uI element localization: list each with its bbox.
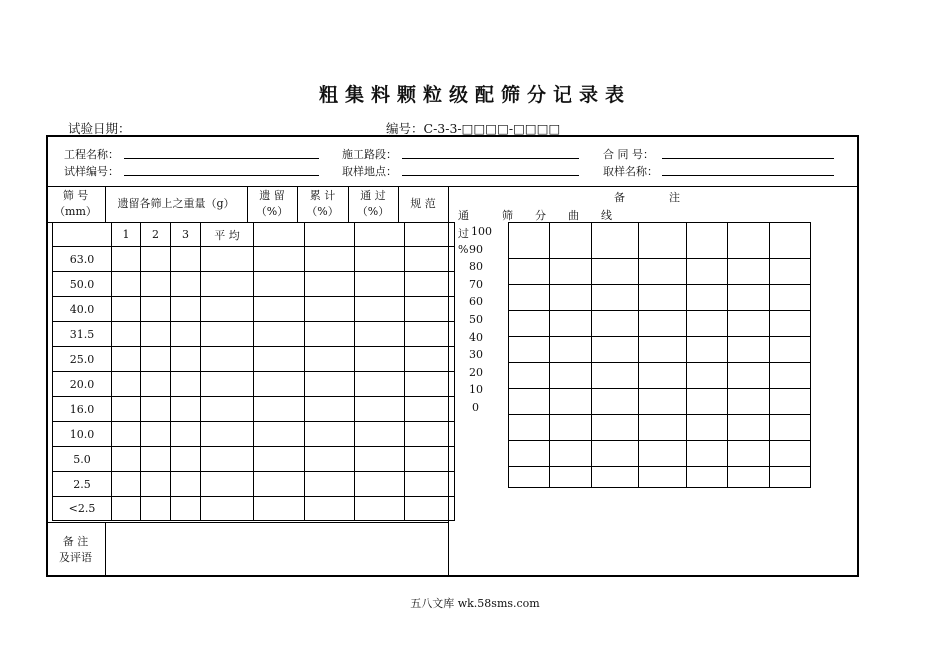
table-row [53,247,455,272]
table-cell [254,223,305,247]
input-cell[interactable] [355,422,405,447]
grid-row [509,415,811,441]
input-cell[interactable] [305,372,355,397]
grid-cell [592,441,639,467]
input-cell[interactable] [201,247,254,272]
table-row [53,297,455,322]
table-row [53,497,455,521]
input-cell[interactable] [254,447,305,472]
input-cell[interactable] [201,372,254,397]
sieve-size-cell: 63.0 [53,247,112,272]
y-tick-label: 40 [469,330,483,344]
remarks-label [46,522,105,577]
passing-pct-header [348,186,398,222]
input-cell[interactable] [355,472,405,497]
grid-cell [687,223,728,259]
grid-cell [550,363,592,389]
input-cell[interactable] [171,272,201,297]
grid-cell [509,467,550,488]
sieve-size-cell: 16.0 [53,397,112,422]
input-cell[interactable] [305,297,355,322]
table-row [53,322,455,347]
input-cell[interactable] [254,297,305,322]
grid-cell [687,467,728,488]
grid-cell [687,415,728,441]
y-tick-label: 70 [469,277,483,291]
table-row [53,422,455,447]
input-cell[interactable] [171,372,201,397]
grid-cell [728,467,770,488]
grid-row [509,337,811,363]
input-cell[interactable] [305,347,355,372]
grid-cell [687,441,728,467]
sieve-size-cell: <2.5 [53,497,112,521]
sieve-size-cell: 50.0 [53,272,112,297]
input-cell[interactable] [305,422,355,447]
input-cell[interactable] [112,447,141,472]
contract-no-field[interactable] [662,158,834,159]
grid-row [509,441,811,467]
grid-cell [509,259,550,285]
test-date-label: 试验日期： [68,121,131,136]
sub-header-cell: 3 [171,223,201,247]
sampling-site-label: 取样地点： [342,165,397,178]
grid-cell [639,311,687,337]
y-tick-label: 0 [472,401,479,414]
input-cell[interactable] [171,322,201,347]
grid-cell [509,441,550,467]
input-cell[interactable] [141,247,171,272]
input-cell[interactable] [141,422,171,447]
grid-cell [770,285,811,311]
input-cell[interactable] [171,297,201,322]
input-cell[interactable] [405,472,455,497]
grid-cell [592,285,639,311]
grid-cell [770,441,811,467]
grid-cell [770,259,811,285]
sub-header-cell: 平 均 [201,223,254,247]
sieve-size-cell: 20.0 [53,372,112,397]
cumulative-pct-header-line1: 累 计 [309,189,336,203]
input-cell[interactable] [201,322,254,347]
input-cell[interactable] [355,297,405,322]
grid-cell [687,285,728,311]
grid-cell [592,363,639,389]
input-cell[interactable] [405,272,455,297]
sample-name-field[interactable] [662,175,834,176]
input-cell[interactable] [355,397,405,422]
grid-cell [550,259,592,285]
input-cell[interactable] [201,497,254,521]
input-cell[interactable] [355,372,405,397]
y-tick-label: 50 [469,313,483,326]
input-cell[interactable] [112,322,141,347]
table-row [53,347,455,372]
grid-cell [550,389,592,415]
grid-cell [770,363,811,389]
table-row [53,472,455,497]
table-cell [405,223,455,247]
sieve-size-cell: 10.0 [53,422,112,447]
input-cell[interactable] [305,272,355,297]
grid-cell [770,311,811,337]
sample-no-label: 试样编号： [64,165,119,178]
passing-pct-header-line1: 通 过 [360,189,386,203]
grid-cell [728,441,770,467]
sieve-size-cell: 25.0 [53,347,112,372]
grid-cell [728,337,770,363]
sieve-size-cell: 2.5 [53,472,112,497]
remarks-input-area[interactable] [106,523,448,576]
y-tick-label: 90 [469,242,483,256]
input-cell[interactable] [141,447,171,472]
sieve-data-table [52,222,455,521]
sieve-size-cell: 5.0 [53,447,112,472]
input-cell[interactable] [355,247,405,272]
grid-cell [770,223,811,259]
input-cell[interactable] [141,347,171,372]
grid-cell [550,311,592,337]
sieve-size-cell: 40.0 [53,297,112,322]
input-cell[interactable] [112,472,141,497]
sieve-size-header-line1: 筛 号 [62,189,89,203]
grid-cell [728,311,770,337]
road-section-field[interactable] [402,158,579,159]
input-cell[interactable] [305,497,355,521]
input-cell[interactable] [112,297,141,322]
grid-cell [592,223,639,259]
y-tick-label: 10 [469,383,483,397]
y-tick-label: 30 [469,348,483,362]
table-cell [355,223,405,247]
input-cell[interactable] [305,447,355,472]
road-section-label: 施工路段： [342,148,397,161]
input-cell[interactable] [254,272,305,297]
input-cell[interactable] [171,497,201,521]
grid-cell [550,223,592,259]
retained-pct-header-line1: 遗 留 [259,189,285,203]
input-cell[interactable] [254,497,305,521]
grid-cell [550,441,592,467]
input-cell[interactable] [141,322,171,347]
sieve-size-header [46,186,105,222]
grid-cell [639,467,687,488]
cumulative-pct-header-line2: （%） [306,205,339,218]
grid-cell [687,311,728,337]
table-row [53,397,455,422]
grid-cell [770,337,811,363]
grid-cell [592,337,639,363]
y-tick-label: 60 [469,295,483,309]
input-cell[interactable] [171,247,201,272]
table-row [53,372,455,397]
input-cell[interactable] [112,422,141,447]
input-cell[interactable] [254,397,305,422]
retained-weight-header: 遗留各筛上之重量（g） [117,197,235,211]
grid-row [509,223,811,259]
grid-cell [550,467,592,488]
input-cell[interactable] [112,272,141,297]
retained-pct-header [247,186,297,222]
spec-header: 规 范 [410,197,436,211]
project-name-label: 工程名称： [64,148,119,161]
grid-cell [687,337,728,363]
grid-cell [639,441,687,467]
input-cell[interactable] [254,472,305,497]
sub-header-cell: 2 [141,223,171,247]
input-cell[interactable] [305,397,355,422]
input-cell[interactable] [141,297,171,322]
grid-cell [509,223,550,259]
grid-cell [770,389,811,415]
grid-cell [639,415,687,441]
input-cell[interactable] [254,347,305,372]
grid-cell [728,223,770,259]
input-cell[interactable] [305,322,355,347]
input-cell[interactable] [201,347,254,372]
input-cell[interactable] [305,247,355,272]
footer-watermark: 五八文库 wk.58sms.com [410,597,540,610]
sub-header-row [53,223,455,247]
input-cell[interactable] [405,372,455,397]
table-row [53,447,455,472]
input-cell[interactable] [355,497,405,521]
sample-no-field[interactable] [124,175,319,176]
table-cell [53,223,112,247]
input-cell[interactable] [171,422,201,447]
grid-cell [687,363,728,389]
input-cell[interactable] [254,322,305,347]
grid-cell [550,415,592,441]
sample-name-label: 取样名称： [603,165,658,178]
contract-no-label: 合 同 号： [603,148,654,161]
sub-header-cell: 1 [112,223,141,247]
grid-cell [728,415,770,441]
input-cell[interactable] [355,322,405,347]
input-cell[interactable] [112,347,141,372]
grid-cell [509,285,550,311]
grid-cell [550,285,592,311]
input-cell[interactable] [405,422,455,447]
input-cell[interactable] [112,372,141,397]
input-cell[interactable] [405,497,455,521]
grid-row [509,389,811,415]
input-cell[interactable] [405,397,455,422]
grid-cell [592,415,639,441]
cumulative-pct-header [297,186,348,222]
grid-row [509,259,811,285]
grid-cell [728,259,770,285]
grid-cell [770,467,811,488]
grid-row [509,363,811,389]
grid-cell [639,223,687,259]
remarks-header: 备 注 [614,191,680,204]
input-cell[interactable] [405,347,455,372]
grid-cell [509,337,550,363]
grid-cell [639,337,687,363]
input-cell[interactable] [171,447,201,472]
sieve-size-header-line2: （mm） [54,205,97,218]
passing-pct-header-line2: （%） [356,205,390,218]
chart-ylabel-char: % [458,243,469,256]
retained-pct-header-line2: （%） [255,205,289,218]
input-cell[interactable] [201,297,254,322]
grid-cell [639,259,687,285]
input-cell[interactable] [112,247,141,272]
input-cell[interactable] [355,447,405,472]
input-cell[interactable] [201,397,254,422]
input-cell[interactable] [254,422,305,447]
input-cell[interactable] [201,422,254,447]
input-cell[interactable] [141,372,171,397]
grid-cell [728,285,770,311]
y-tick-label: 80 [469,260,483,274]
grid-cell [770,415,811,441]
remarks-label-line2: 及评语 [59,550,92,564]
input-cell[interactable] [405,247,455,272]
form-title: 粗集料颗粒级配筛分记录表 [318,84,631,106]
input-cell[interactable] [405,322,455,347]
table-row [53,272,455,297]
grid-cell [592,259,639,285]
sieve-curve-grid [508,222,811,488]
remarks-label-line1: 备 注 [62,534,89,548]
input-cell[interactable] [405,447,455,472]
grid-cell [592,389,639,415]
grid-cell [592,467,639,488]
form-code: 编号：C-3-3-□□□□-□□□□ [386,121,561,136]
input-cell[interactable] [141,397,171,422]
input-cell[interactable] [112,497,141,521]
sampling-site-field[interactable] [402,175,579,176]
input-cell[interactable] [254,247,305,272]
grid-row [509,311,811,337]
input-cell[interactable] [355,272,405,297]
input-cell[interactable] [171,472,201,497]
y-tick-label: 20 [469,365,483,379]
input-cell[interactable] [141,272,171,297]
grid-cell [728,389,770,415]
grid-cell [550,337,592,363]
grid-cell [639,285,687,311]
input-cell[interactable] [254,372,305,397]
table-cell [305,223,355,247]
grid-cell [639,363,687,389]
input-cell[interactable] [112,397,141,422]
input-cell[interactable] [305,472,355,497]
grid-cell [509,363,550,389]
input-cell[interactable] [171,347,201,372]
grid-cell [728,363,770,389]
input-cell[interactable] [405,297,455,322]
sieve-curve-title: 通 筛 分 曲 线 [458,209,612,222]
input-cell[interactable] [201,472,254,497]
project-name-field[interactable] [124,158,319,159]
input-cell[interactable] [141,472,171,497]
grid-cell [687,259,728,285]
sieve-size-cell: 31.5 [53,322,112,347]
grid-cell [592,311,639,337]
grid-cell [639,389,687,415]
grid-row [509,467,811,488]
input-cell[interactable] [201,272,254,297]
y-tick-label: 100 [471,225,492,238]
input-cell[interactable] [355,347,405,372]
grid-cell [687,389,728,415]
grid-cell [509,389,550,415]
grid-cell [509,311,550,337]
input-cell[interactable] [171,397,201,422]
input-cell[interactable] [201,447,254,472]
grid-cell [509,415,550,441]
chart-ylabel-char: 过 [458,227,469,240]
grid-row [509,285,811,311]
input-cell[interactable] [141,497,171,521]
